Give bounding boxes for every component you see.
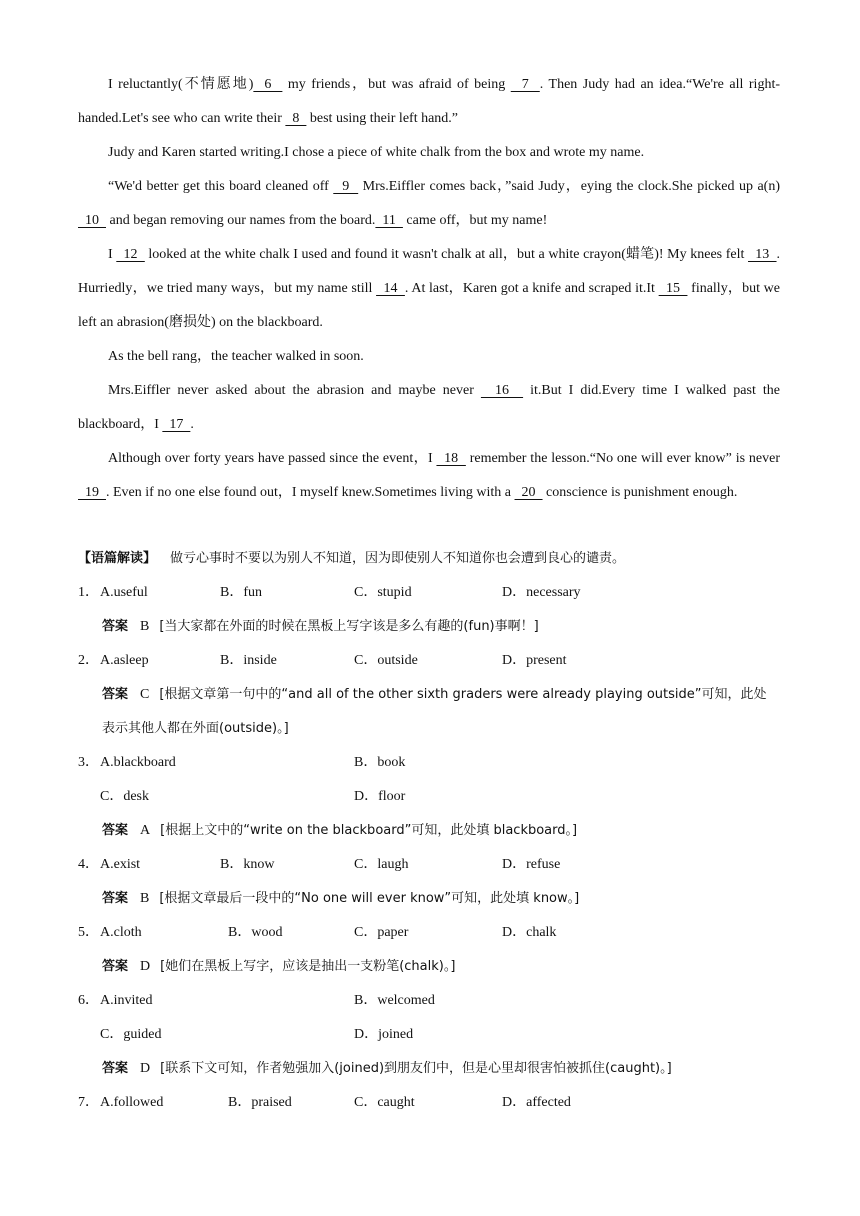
option-c: C．stupid [354, 585, 412, 600]
answer-5 [102, 950, 780, 984]
option-a: A.useful [100, 585, 148, 600]
question-number: 2． [78, 653, 99, 668]
answer-label: 答案 [102, 1061, 129, 1076]
blank-16: 16 [480, 383, 524, 398]
text: . [190, 417, 194, 432]
option-c: C．caught [354, 1095, 415, 1110]
option-b: B．wood [228, 925, 283, 940]
text: it.But I did.Every time I walked past the blackboard，I [78, 383, 781, 432]
text: . At last，Karen got a knife and scraped it.It [404, 281, 659, 296]
blank-13: 13 [748, 247, 777, 262]
answer-4 [102, 882, 780, 916]
question-number: 7． [78, 1095, 99, 1110]
blank-10: 10 [78, 213, 106, 228]
answer-letter: B [140, 619, 150, 634]
question-number: 1． [78, 585, 99, 600]
option-d: D．joined [354, 1027, 414, 1042]
option-c: C．laugh [354, 857, 409, 872]
question-number: 5． [78, 925, 99, 940]
option-c: C．guided [100, 1027, 162, 1042]
answer-1 [102, 610, 780, 644]
text: . Hurriedly，we tried many ways，but my name still [78, 247, 781, 296]
option-b: B．fun [220, 585, 262, 600]
analysis-text: 做亏心事时不要以为别人不知道，因为即使别人不知道你也会遭到良心的谴责。 [170, 551, 626, 566]
blank-6: 6 [253, 77, 283, 92]
text: my friends，but was afraid of being [282, 77, 511, 92]
answer-label: 答案 [102, 891, 129, 906]
passage-paragraph-5: As the bell rang，the teacher walked in soon. [108, 349, 364, 364]
question-5 [78, 916, 780, 950]
text: Although over forty years have passed since the event，I [108, 451, 437, 466]
question-4 [78, 848, 780, 882]
analysis-heading [78, 542, 780, 576]
text: “We'd better get this board cleaned off [108, 179, 334, 194]
question-number: 4． [78, 857, 99, 872]
option-b: B．know [220, 857, 275, 872]
text: finally，but we left an abrasion(磨损处) on the blackboard. [78, 281, 781, 330]
blank-15: 15 [658, 281, 688, 296]
question-6 [78, 984, 780, 1018]
text: . Then Judy had an idea.“We're all right-handed.Let's see who can write their [78, 77, 781, 126]
answer-2-continued: 表示其他人都在外面(outside)。] [102, 721, 289, 736]
text: Mrs.Eiffler comes back，”said Judy，eying the clock.She picked up a(n) [358, 179, 781, 194]
passage-paragraph-6 [78, 374, 780, 442]
question-6-row-2 [78, 1018, 780, 1052]
answer-letter: C [140, 687, 150, 702]
answer-explanation: [当大家都在外面的时候在黑板上写字该是多么有趣的(fun)事啊！] [159, 619, 539, 634]
answer-label: 答案 [102, 959, 129, 974]
question-7 [78, 1086, 780, 1120]
option-a: A.asleep [100, 653, 149, 668]
passage-paragraph-1 [78, 68, 780, 136]
answer-explanation: [根据上文中的“write on the blackboard”可知，此处填 blackboard。] [160, 823, 578, 838]
text: I reluctantly(不情愿地) [108, 77, 254, 92]
option-a: A.exist [100, 857, 141, 872]
text: and began removing our names from the board. [106, 213, 376, 228]
answer-letter: B [140, 891, 150, 906]
text: conscience is punishment enough. [542, 485, 738, 500]
option-c: C．desk [100, 789, 149, 804]
option-b: B．inside [220, 653, 277, 668]
answer-6 [102, 1052, 780, 1086]
blank-12: 12 [116, 247, 145, 262]
answer-letter: D [140, 959, 151, 974]
blank-18: 18 [436, 451, 466, 466]
answer-explanation: [根据文章最后一段中的“No one will ever know”可知，此处填 know。] [159, 891, 580, 906]
option-b: B．praised [228, 1095, 292, 1110]
answer-3 [102, 814, 780, 848]
option-d: D．affected [502, 1095, 571, 1110]
text: remember the lesson.“No one will ever know” is never [465, 451, 781, 466]
blank-17: 17 [162, 417, 191, 432]
option-a: A.blackboard [100, 755, 176, 770]
option-d: D．present [502, 653, 567, 668]
option-a: A.followed [100, 1095, 164, 1110]
blank-14: 14 [376, 281, 405, 296]
answer-explanation: [联系下文可知，作者勉强加入(joined)到朋友们中，但是心里却很害怕被抓住(caught)。] [160, 1061, 672, 1076]
option-b: B．welcomed [354, 993, 435, 1008]
option-b: B．book [354, 755, 406, 770]
option-d: D．refuse [502, 857, 561, 872]
answer-label: 答案 [102, 823, 129, 838]
passage-paragraph-3 [78, 170, 780, 238]
question-1 [78, 576, 780, 610]
analysis-label: 【语篇解读】 [78, 551, 157, 566]
answer-label: 答案 [102, 619, 129, 634]
answer-2 [102, 678, 780, 712]
question-number: 3． [78, 755, 99, 770]
question-2 [78, 644, 780, 678]
question-number: 6． [78, 993, 99, 1008]
option-a: A.invited [100, 993, 153, 1008]
option-a: A.cloth [100, 925, 142, 940]
blank-20: 20 [514, 485, 543, 500]
text: best using their left hand.” [306, 111, 459, 126]
blank-11: 11 [375, 213, 403, 228]
passage-paragraph-4 [78, 238, 780, 340]
option-d: D．floor [354, 789, 406, 804]
passage-paragraph-7 [78, 442, 780, 510]
option-d: D．chalk [502, 925, 557, 940]
blank-9: 9 [333, 179, 359, 194]
answer-letter: A [140, 823, 151, 838]
answer-letter: D [140, 1061, 151, 1076]
answer-explanation: [根据文章第一句中的“and all of the other sixth graders were already playing outside”可知，此处 [159, 687, 767, 702]
blank-19: 19 [78, 485, 106, 500]
text: I [108, 247, 117, 262]
answer-explanation: [她们在黑板上写字，应该是抽出一支粉笔(chalk)。] [160, 959, 456, 974]
option-c: C．outside [354, 653, 418, 668]
option-d: D．necessary [502, 585, 581, 600]
blank-7: 7 [510, 77, 540, 92]
passage-paragraph-2: Judy and Karen started writing.I chose a piece of white chalk from the box and wrote my name. [108, 145, 645, 160]
text: Mrs.Eiffler never asked about the abrasion and maybe never [108, 383, 481, 398]
blank-8: 8 [285, 111, 307, 126]
question-3-row-2 [78, 780, 780, 814]
text: looked at the white chalk I used and found it wasn't chalk at all，but a white crayon(蜡笔)! My knees felt [144, 247, 749, 262]
question-3 [78, 746, 780, 780]
answer-label: 答案 [102, 687, 129, 702]
text: came off，but my name! [402, 213, 548, 228]
option-c: C．paper [354, 925, 409, 940]
text: . Even if no one else found out，I myself knew.Sometimes living with a [106, 485, 515, 500]
